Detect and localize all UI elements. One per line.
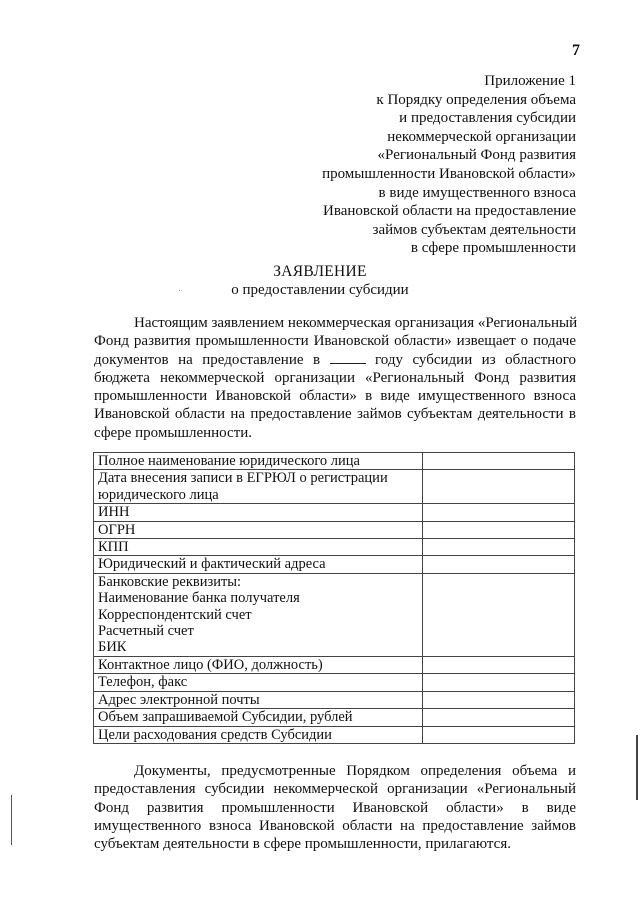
intro-line-part: году субсидии из областного — [375, 351, 577, 368]
outro-line: Фонд развития промышленности Ивановской области» в виде — [94, 799, 576, 816]
row-label — [94, 521, 423, 538]
row-value-cell[interactable] — [422, 521, 574, 538]
appendix-line: займов субъектам деятельности — [372, 221, 576, 238]
row-value-cell[interactable] — [422, 453, 574, 470]
application-form-table — [93, 452, 575, 744]
appendix-line: Ивановской области на предоставление — [323, 203, 576, 220]
row-label-line: юридического лица — [98, 486, 219, 503]
intro-line-part: документов на предоставление в — [94, 351, 321, 368]
row-label — [94, 573, 423, 656]
scan-speck — [179, 290, 180, 291]
appendix-line: некоммерческой организации — [387, 128, 576, 145]
row-value-cell[interactable] — [422, 656, 574, 673]
scan-edge-mark — [636, 735, 638, 800]
row-value-cell[interactable] — [422, 674, 574, 691]
table-row — [94, 521, 575, 538]
row-label-line: Дата внесения записи в ЕГРЮЛ о регистрации — [98, 470, 388, 487]
row-label-line: Корреспондентский счет — [98, 606, 252, 623]
outro-line: Документы, предусмотренные Порядком определения объема и — [134, 763, 576, 779]
intro-line-with-blank — [94, 351, 576, 369]
table-row — [94, 556, 575, 573]
row-label-line: Цели расходования средств Субсидии — [98, 726, 332, 743]
intro-line: бюджета некоммерческой организации «Региональный Фонд развития — [94, 369, 576, 386]
scan-edge-mark — [11, 795, 12, 845]
table-row — [94, 691, 575, 708]
row-label-line: ИНН — [98, 504, 130, 521]
appendix-line: Приложение 1 — [484, 73, 576, 89]
row-label-line: Адрес электронной почты — [98, 691, 260, 708]
table-row — [94, 470, 575, 504]
table-row — [94, 539, 575, 556]
table-row — [94, 504, 575, 521]
row-label — [94, 453, 423, 470]
intro-paragraph — [94, 314, 576, 442]
table-row — [94, 573, 575, 656]
appendix-line: «Региональный Фонд развития — [377, 147, 576, 164]
intro-line: Ивановской области на предоставление займов субъектам деятельности в — [94, 406, 576, 423]
row-value-cell[interactable] — [422, 470, 574, 504]
row-value-cell[interactable] — [422, 504, 574, 521]
row-label — [94, 709, 423, 726]
row-label-line: КПП — [98, 539, 129, 556]
intro-line: Настоящим заявлением некоммерческая организация «Региональный — [134, 315, 578, 331]
row-label — [94, 556, 423, 573]
row-label-line: Полное наименование юридического лица — [98, 453, 360, 469]
row-value-cell[interactable] — [422, 556, 574, 573]
appendix-line: и предоставления субсидии — [399, 110, 576, 127]
row-label-line: Контактное лицо (ФИО, должность) — [98, 656, 323, 673]
intro-line: сфере промышленности. — [94, 424, 253, 441]
page-number: 7 — [572, 42, 580, 59]
row-label-line: БИК — [98, 639, 127, 656]
row-value-cell[interactable] — [422, 539, 574, 556]
row-value-cell[interactable] — [422, 691, 574, 708]
appendix-line: к Порядку определения объема — [376, 91, 576, 108]
year-blank-field[interactable] — [330, 351, 366, 364]
outro-line: предоставления субсидии некоммерческой организации «Региональный — [94, 781, 576, 798]
appendix-line: промышленности Ивановской области» — [322, 165, 576, 182]
row-label-line: Банковские реквизиты: — [98, 573, 242, 590]
row-value-cell[interactable] — [422, 709, 574, 726]
row-label — [94, 539, 423, 556]
outro-line: субъектам деятельности в сфере промышленности, прилагаются. — [94, 836, 511, 853]
document-title: ЗАЯВЛЕНИЕ — [273, 263, 367, 280]
row-label — [94, 656, 423, 673]
row-label-line: Телефон, факс — [98, 674, 188, 691]
table-row — [94, 656, 575, 673]
table-row — [94, 674, 575, 691]
row-label-line: Расчетный счет — [98, 623, 194, 640]
outro-line: имущественного взноса Ивановской области на предоставление займов — [94, 817, 576, 834]
row-label-line: Юридический и фактический адреса — [98, 556, 326, 573]
appendix-line: в виде имущественного взноса — [378, 184, 576, 201]
table-row — [94, 726, 575, 743]
row-label — [94, 726, 423, 743]
appendix-line: в сфере промышленности — [410, 240, 576, 257]
row-label — [94, 504, 423, 521]
appendix-header — [276, 72, 576, 258]
intro-line: Фонд развития промышленности Ивановской области» извещает о подаче — [94, 333, 576, 350]
table-row — [94, 453, 575, 470]
row-label — [94, 691, 423, 708]
closing-paragraph — [94, 762, 576, 853]
document-subtitle: о предоставлении субсидии — [231, 282, 409, 298]
intro-line: промышленности Ивановской области» в виде имущественного взноса — [94, 388, 576, 405]
table-row — [94, 709, 575, 726]
row-value-cell[interactable] — [422, 726, 574, 743]
row-label-line: Объем запрашиваемой Субсидии, рублей — [98, 709, 353, 726]
row-label-line: Наименование банка получателя — [98, 590, 300, 607]
row-label-line: ОГРН — [98, 521, 136, 538]
row-value-cell[interactable] — [422, 573, 574, 656]
row-label — [94, 674, 423, 691]
row-label — [94, 470, 423, 504]
